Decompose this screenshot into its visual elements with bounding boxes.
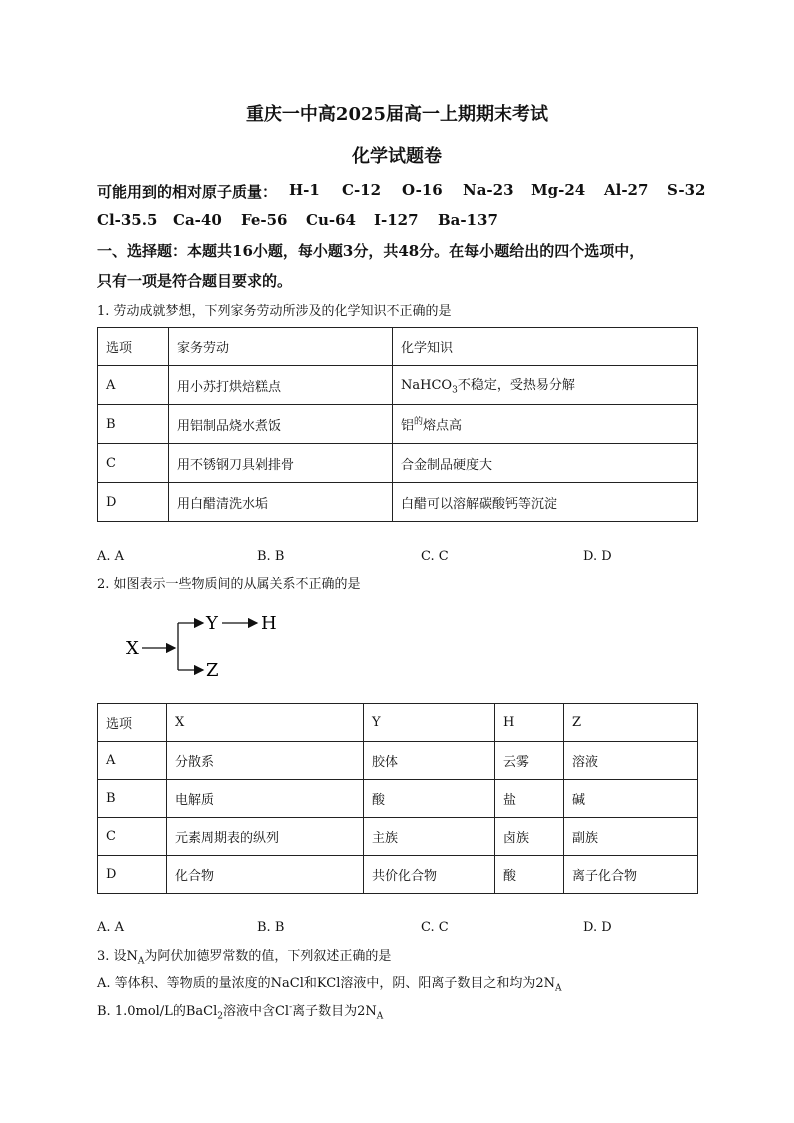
q3-option-b[interactable]: B. 1.0mol/L的BaCl$_2$溶液中含Cl-离子数目为$2N_A$ [97,1002,384,1022]
q2-stem: 2. 如图表示一些物质间的从属关系不正确的是 [97,577,361,592]
labor-cell: 用不锈钢刀具剁排骨 [169,444,393,483]
atom-mass: Cu-64 [306,211,356,229]
atom-mass: O-16 [402,181,443,199]
atom-mass: I-127 [374,211,419,229]
table-cell: 主族 [364,818,495,856]
q2-table [97,703,698,894]
table-row [98,483,698,522]
table-row [98,405,698,444]
table-cell: 电解质 [167,780,364,818]
table-header-cell: Y [364,704,495,742]
atom-mass: Ba-137 [438,211,498,229]
table-cell: D [98,856,167,894]
table-cell: 溶液 [564,742,698,780]
choice-b[interactable]: B. B [257,549,285,564]
knowledge-cell: 白醋可以溶解碳酸钙等沉淀 [393,483,698,522]
table-cell: B [98,780,167,818]
table-row [98,444,698,483]
atomic-masses-line2 [97,211,717,231]
table-row [98,856,698,894]
knowledge-cell: NaHCO$_3$不稳定，受热易分解 [393,366,698,405]
table-header-cell: Z [564,704,698,742]
atom-mass: S-32 [667,181,706,199]
choice-a[interactable]: A. A [97,920,125,935]
table-cell: 酸 [364,780,495,818]
q1-choices [97,549,697,567]
table-header-cell: 家务劳动 [169,328,393,366]
atom-mass: Ca-40 [173,211,222,229]
option-cell: B [98,405,169,444]
table-row [98,366,698,405]
choice-b[interactable]: B. B [257,920,285,935]
atom-mass: Na-23 [463,181,514,199]
option-cell: D [98,483,169,522]
q2-choices [97,920,697,938]
exam-title: 重庆一中高2025届高一上期期末考试 [245,104,549,125]
table-cell: 元素周期表的纵列 [167,818,364,856]
atomic-masses-label: 可能用到的相对原子质量： [97,183,278,201]
table-header-cell: H [495,704,564,742]
table-cell: 化合物 [167,856,364,894]
atom-mass: Fe-56 [241,211,288,229]
atomic-masses-line1 [97,181,717,201]
table-cell: A [98,742,167,780]
q3-stem: 3. 设$N_A$为阿伏加德罗常数的值，下列叙述正确的是 [97,949,392,967]
section-heading-line1: 一、选择题：本题共16小题，每小题3分，共48分。在每小题给出的四个选项中， [97,242,645,260]
table-header-row [98,328,698,366]
table-cell: 酸 [495,856,564,894]
table-header-cell: 化学知识 [393,328,698,366]
table-header-cell: 选项 [98,704,167,742]
choice-d[interactable]: D. D [583,920,612,935]
atom-mass: H-1 [289,181,320,199]
table-header-row [98,704,698,742]
table-cell: 共价化合物 [364,856,495,894]
labor-cell: 用小苏打烘焙糕点 [169,366,393,405]
q3-option-a[interactable]: A. 等体积、等物质的量浓度的NaCl和KCl溶液中，阴、阳离子数目之和均为$2N_A$ [97,976,562,994]
node-z: Z [206,660,219,680]
atom-mass: Mg-24 [531,181,586,199]
table-cell: 副族 [564,818,698,856]
q1-table [97,327,698,522]
option-cell: A [98,366,169,405]
table-header-cell: X [167,704,364,742]
atom-mass: Cl-35.5 [97,211,158,229]
table-cell: 碱 [564,780,698,818]
table-row [98,742,698,780]
hierarchy-diagram [120,608,290,680]
choice-c[interactable]: C. C [421,920,449,935]
table-cell: 盐 [495,780,564,818]
node-x: X [126,638,139,659]
knowledge-cell: 铝$^的$熔点高 [393,405,698,444]
table-cell: C [98,818,167,856]
table-header-cell: 选项 [98,328,169,366]
node-h: H [261,613,277,634]
labor-cell: 用白醋清洗水垢 [169,483,393,522]
table-cell: 云雾 [495,742,564,780]
choice-d[interactable]: D. D [583,549,612,564]
table-cell: 胶体 [364,742,495,780]
table-row [98,780,698,818]
option-cell: C [98,444,169,483]
choice-a[interactable]: A. A [97,549,125,564]
q1-stem: 1. 劳动成就梦想，下列家务劳动所涉及的化学知识不正确的是 [97,304,452,319]
atom-mass: Al-27 [604,181,649,199]
labor-cell: 用铝制品烧水煮饭 [169,405,393,444]
node-y: Y [206,613,218,634]
table-row [98,818,698,856]
table-cell: 卤族 [495,818,564,856]
section-heading-line2: 只有一项是符合题目要求的。 [97,272,293,290]
table-cell: 分散系 [167,742,364,780]
choice-c[interactable]: C. C [421,549,449,564]
atom-mass: C-12 [342,181,382,199]
table-cell: 离子化合物 [564,856,698,894]
knowledge-cell: 合金制品硬度大 [393,444,698,483]
paper-subtitle: 化学试题卷 [352,146,442,167]
